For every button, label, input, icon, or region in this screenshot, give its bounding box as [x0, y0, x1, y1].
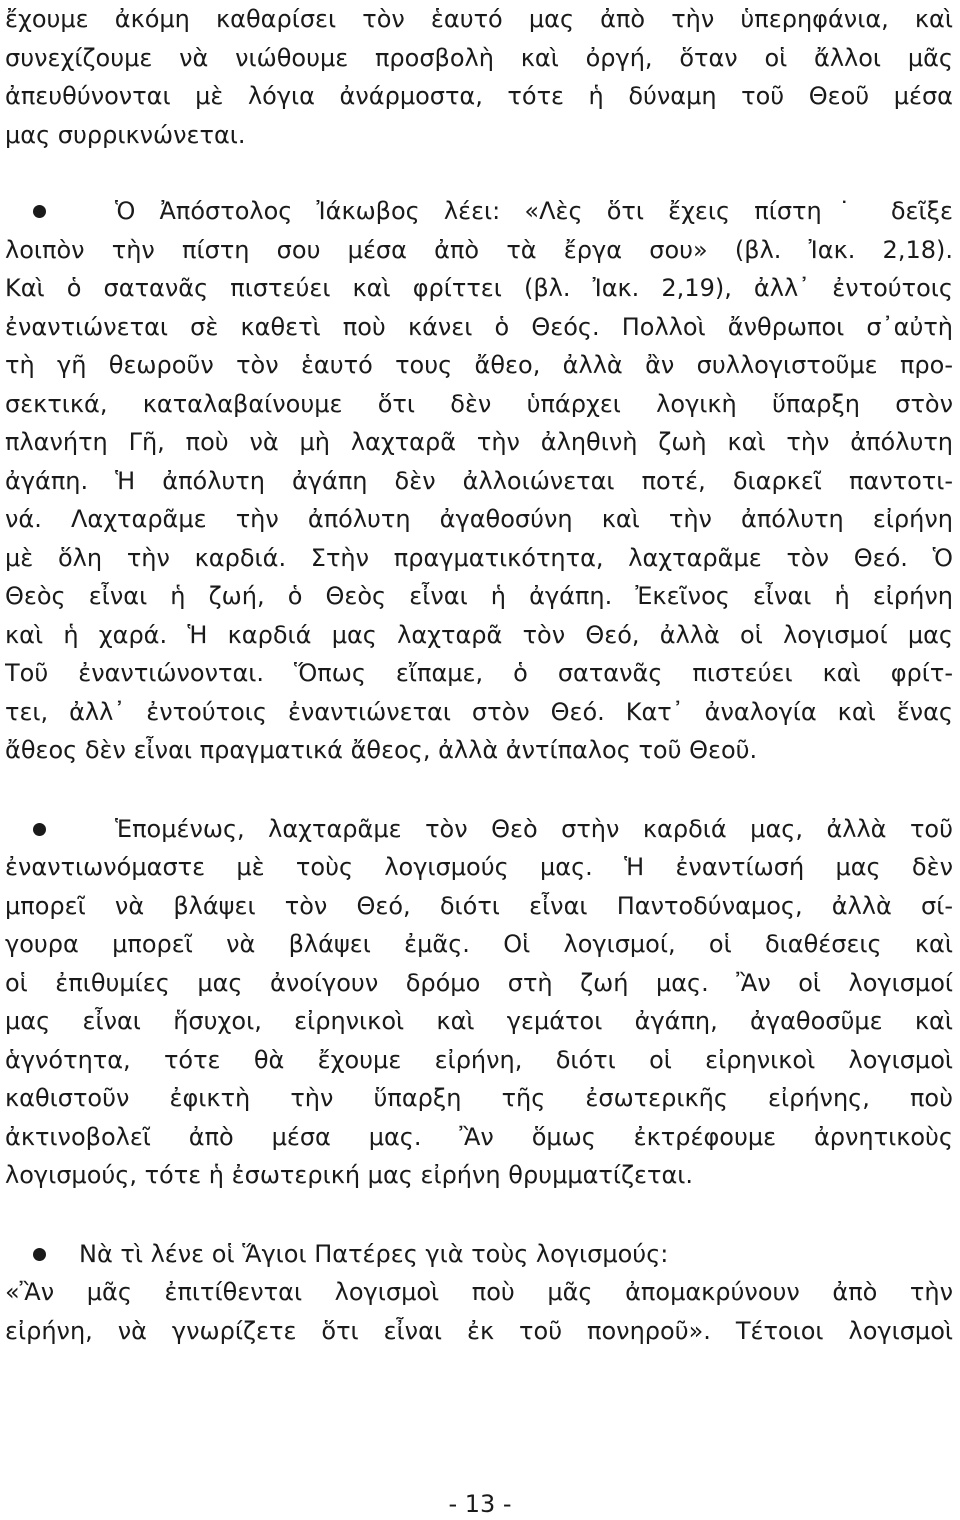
text-line: εἰρήνη, νὰ γνωρίζετε ὅτι εἶναι ἐκ τοῦ πονηροῦ». Τέτοιοι λογισμοὶ — [5, 1316, 953, 1345]
text-line-content: Ὁ Ἀπόστολος Ἰάκωβος λέει: «Λὲς ὅτι ἔχεις πίστη˙ δεῖξε — [115, 197, 953, 225]
text-line: νά. Λαχταρᾶμε τὴν ἀπόλυτη ἀγαθοσύνη καὶ τὴν ἀπόλυτη εἰρήνη — [5, 505, 953, 533]
text-line: ἀκτινοβολεῖ ἀπὸ μέσα μας. Ἂν ὅμως ἐκτρέφουμε ἀρνητικοὺς — [5, 1122, 953, 1151]
bullet-paragraph-holy-fathers — [5, 1235, 953, 1351]
text-line: μας εἶναι ἥσυχοι, εἰρηνικοὶ καὶ γεμάτοι ἀγάπη, ἀγαθοσῦμε καὶ — [5, 1007, 953, 1035]
text-line: ἀγάπη. Ἡ ἀπόλυτη ἀγάπη δὲν ἀλλοιώνεται ποτέ, διαρκεῖ παντοτι- — [5, 466, 953, 495]
text-line — [5, 1235, 953, 1274]
text-line: ἐναντιώνεται σὲ καθετὶ ποὺ κάνει ὁ Θεός. Πολλοὶ ἄνθρωποι σ᾽αὐτὴ — [5, 312, 953, 341]
text-line-content: Νὰ τὶ λένε οἱ Ἅγιοι Πατέρες γιὰ τοὺς λογισμούς: — [79, 1239, 669, 1268]
text-line: Καὶ ὁ σατανᾶς πιστεύει καὶ φρίττει (βλ. Ἰακ. 2,19), ἀλλ᾽ ἐντούτοις — [5, 274, 953, 302]
text-line: ἐναντιωνόμαστε μὲ τοὺς λογισμούς μας. Ἡ ἐναντίωσή μας δὲν — [5, 853, 953, 881]
text-line: ἀπευθύνονται μὲ λόγια ἀνάρμοστα, τότε ἡ δύναμη τοῦ Θεοῦ μέσα — [5, 82, 953, 110]
text-line: ἄθεος δὲν εἶναι πραγματικά ἄθεος, ἀλλὰ ἀντίπαλος τοῦ Θεοῦ. — [5, 736, 758, 764]
document-page — [5, 0, 953, 1350]
bullet-icon — [33, 205, 46, 218]
paragraph-gap — [5, 770, 953, 810]
text-line — [5, 810, 953, 849]
bullet-paragraph-therefore — [5, 810, 953, 1195]
text-line: «Ἂν μᾶς ἐπιτίθενται λογισμοὶ ποὺ μᾶς ἀπομακρύνουν ἀπὸ τὴν — [5, 1278, 953, 1306]
text-line: γουρα μπορεῖ νὰ βλάψει ἐμᾶς. Οἱ λογισμοί, οἱ διαθέσεις καὶ — [5, 930, 953, 958]
paragraph-gap — [5, 154, 953, 192]
text-line: καθιστοῦν ἐφικτὴ τὴν ὕπαρξη τῆς ἐσωτερικῆς εἰρήνης, ποὺ — [5, 1084, 953, 1112]
text-line: τὴ γῆ θεωροῦν τὸν ἑαυτό τους ἄθεο, ἀλλὰ ἂν συλλογιστοῦμε προ- — [5, 351, 953, 379]
text-line — [5, 192, 953, 231]
text-line: Τοῦ ἐναντιώνονται. Ὅπως εἴπαμε, ὁ σατανᾶς πιστεύει καὶ φρίτ- — [5, 659, 953, 687]
text-line-content: Ἑπομένως, λαχταρᾶμε τὸν Θεὸ στὴν καρδιά μας, ἀλλὰ τοῦ — [115, 814, 953, 843]
text-line: οἱ ἐπιθυμίες μας ἀνοίγουν δρόμο στὴ ζωή μας. Ἂν οἱ λογισμοί — [5, 968, 953, 997]
bullet-paragraph-apostle-james — [5, 192, 953, 770]
bullet-icon — [33, 1248, 46, 1261]
text-line: μπορεῖ νὰ βλάψει τὸν Θεό, διότι εἶναι Παντοδύναμος, ἀλλὰ σί- — [5, 891, 953, 920]
text-line: μὲ ὅλη τὴν καρδιά. Στὴν πραγματικότητα, λαχταρᾶμε τὸν Θεό. Ὁ — [5, 543, 953, 572]
text-line: Θεὸς εἶναι ἡ ζωή, ὁ Θεὸς εἶναι ἡ ἀγάπη. Ἐκεῖνος εἶναι ἡ εἰρήνη — [5, 582, 953, 610]
text-line: ἔχουμε ἀκόμη καθαρίσει τὸν ἑαυτό μας ἀπὸ τὴν ὑπερηφάνια, καὶ — [5, 5, 953, 33]
bullet-icon — [33, 823, 46, 836]
text-line: καὶ ἡ χαρά. Ἡ καρδιά μας λαχταρᾶ τὸν Θεό, ἀλλὰ οἱ λογισμοί μας — [5, 620, 953, 649]
text-line: τει, ἀλλ᾽ ἐντούτοις ἐναντιώνεται στὸν Θεό. Κατ᾽ ἀναλογία καὶ ἕνας — [5, 697, 953, 726]
text-line: πλανήτη Γῆ, ποὺ νὰ μὴ λαχταρᾶ τὴν ἀληθινὴ ζωὴ καὶ τὴν ἀπόλυτη — [5, 428, 953, 456]
paragraph-continued — [5, 0, 953, 154]
text-line: λοιπὸν τὴν πίστη σου μέσα ἀπὸ τὰ ἔργα σου» (βλ. Ἰακ. 2,18). — [5, 235, 953, 264]
text-line: συνεχίζουμε νὰ νιώθουμε προσβολὴ καὶ ὀργή, ὅταν οἱ ἄλλοι μᾶς — [5, 43, 953, 72]
text-line: σεκτικά, καταλαβαίνουμε ὅτι δὲν ὑπάρχει λογικὴ ὕπαρξη στὸν — [5, 389, 953, 418]
text-line: μας συρρικνώνεται. — [5, 120, 246, 149]
text-line: ἁγνότητα, τότε θὰ ἔχουμε εἰρήνη, διότι οἱ εἰρηνικοὶ λογισμοὶ — [5, 1045, 953, 1074]
page-number: - 13 - — [448, 1490, 512, 1518]
text-line: λογισμούς, τότε ἡ ἐσωτερική μας εἰρήνη θρυμματίζεται. — [5, 1161, 694, 1189]
paragraph-gap — [5, 1195, 953, 1235]
